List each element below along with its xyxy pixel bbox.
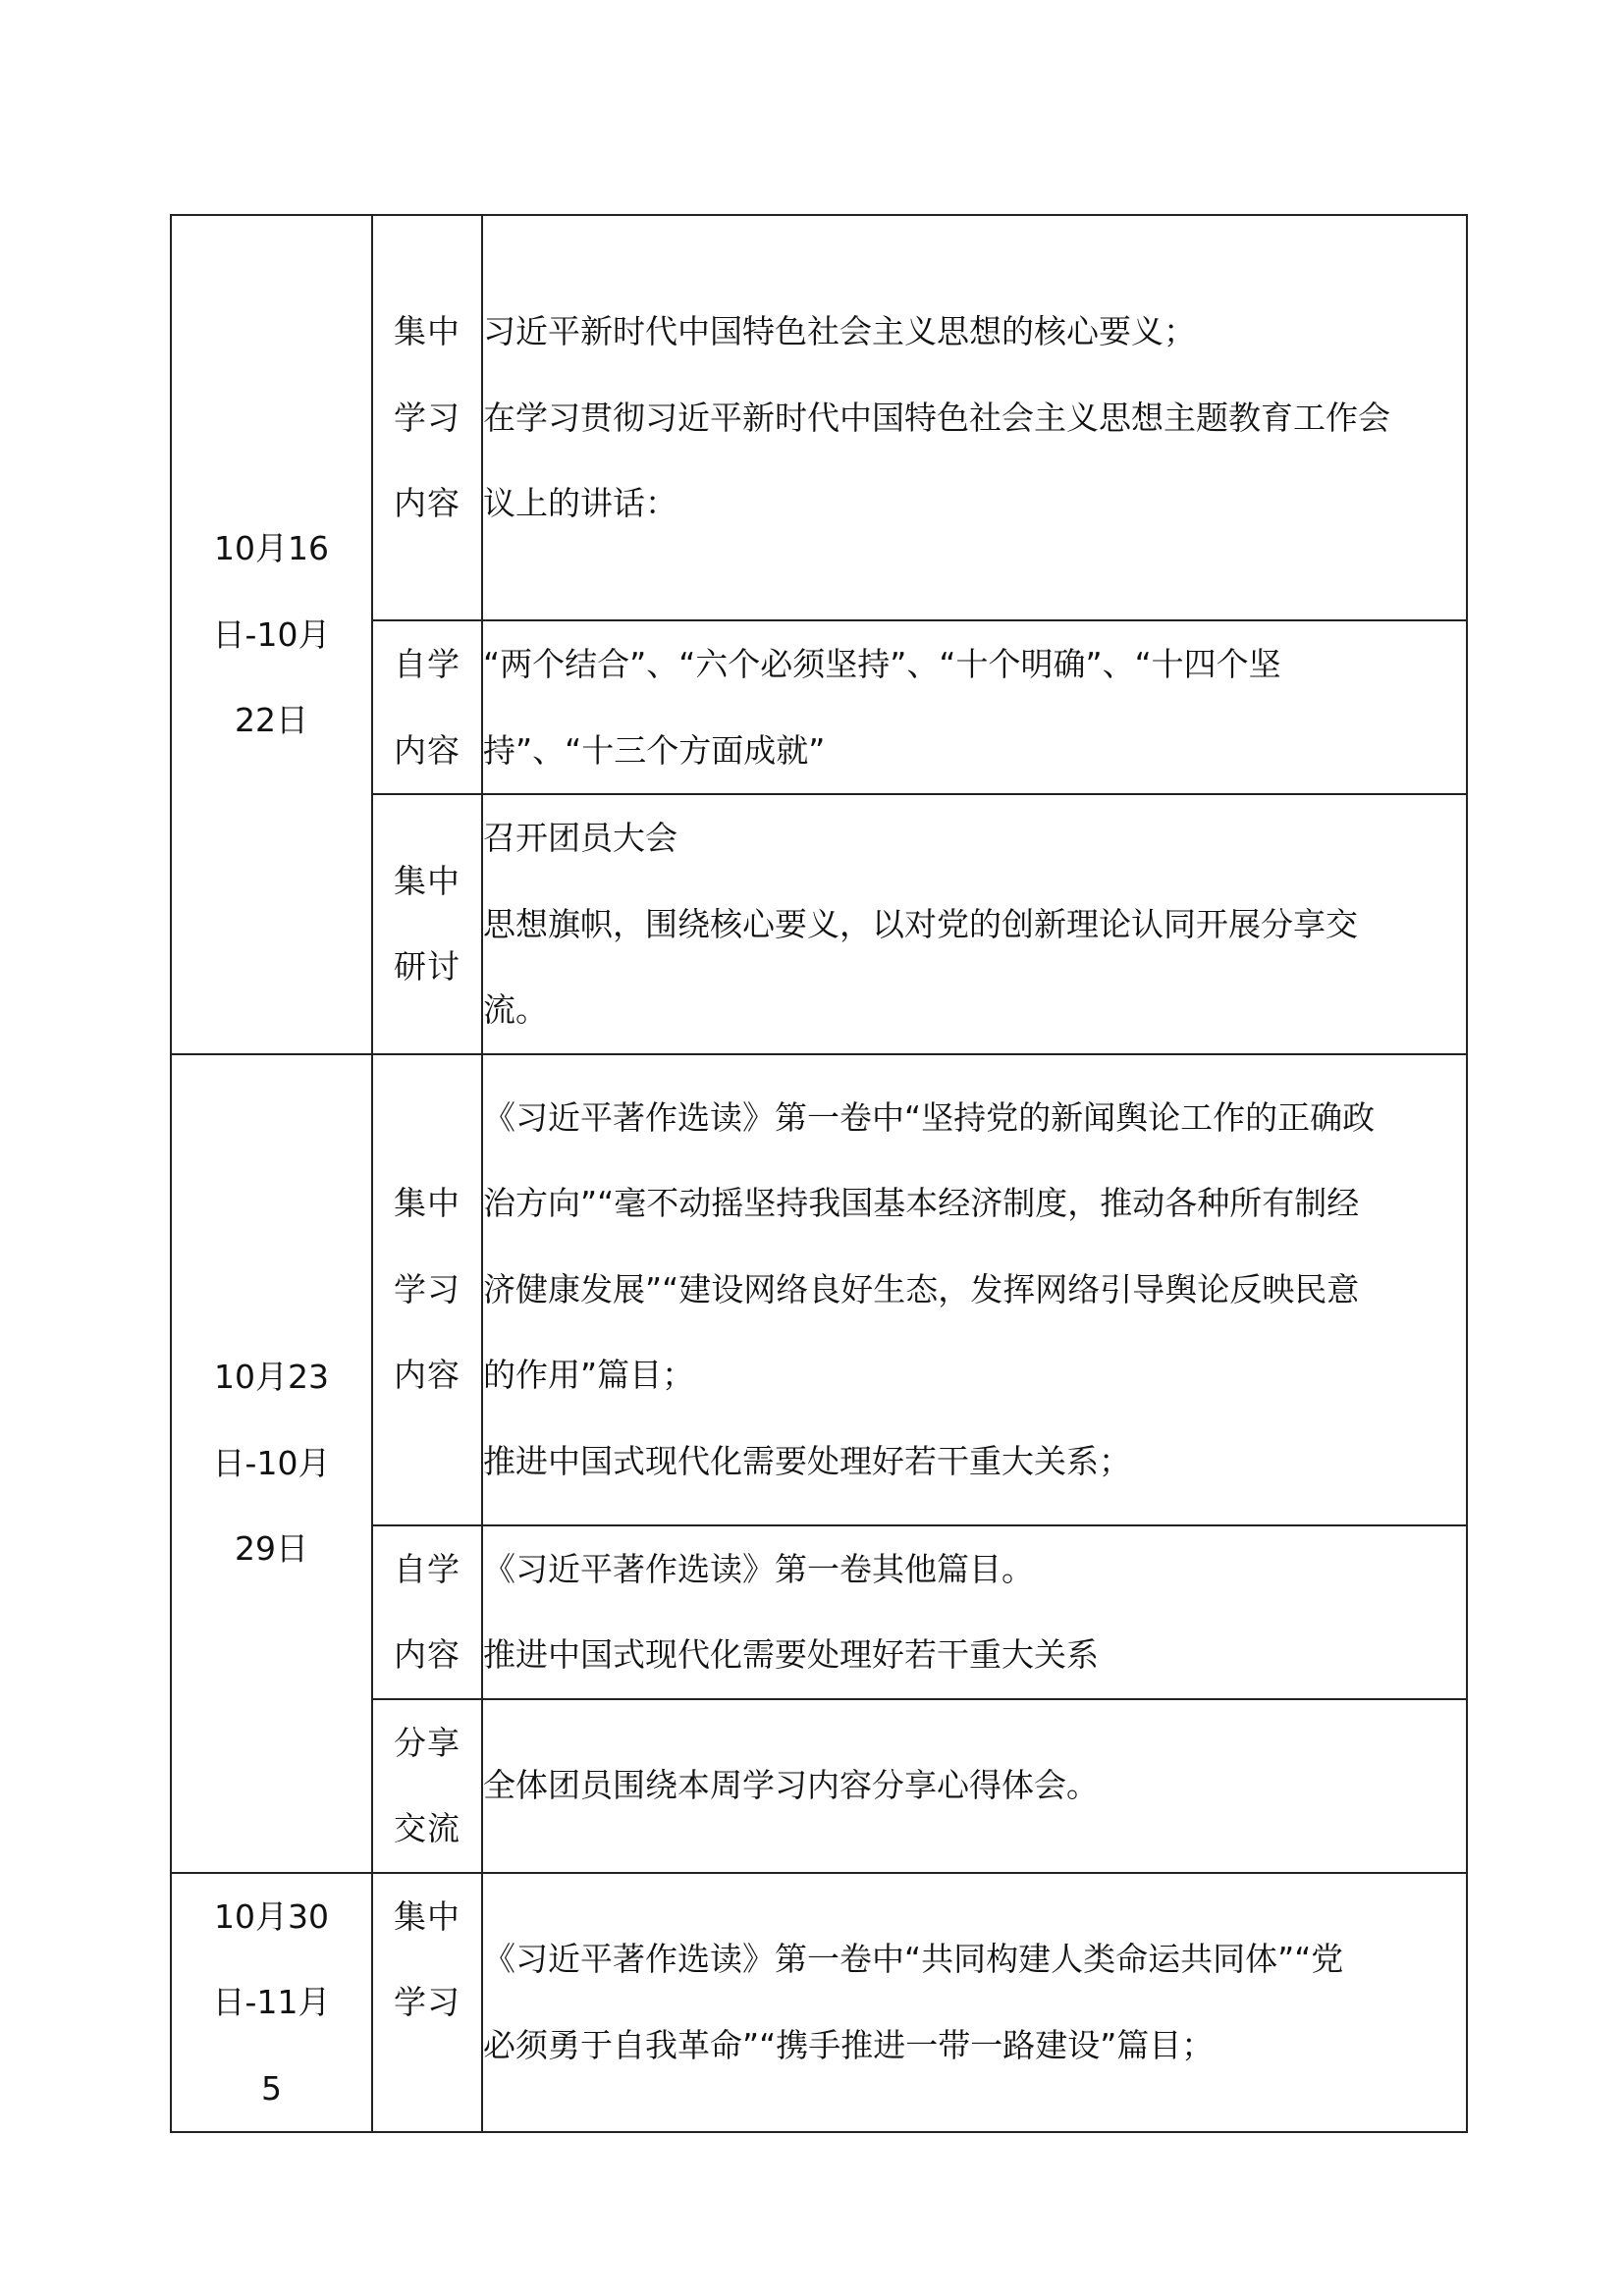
content-line: 议上的讲话： (483, 484, 677, 523)
content-line: 《习近平著作选读》第一卷其他篇目。 (483, 1549, 1034, 1588)
category-cell (372, 794, 482, 1054)
category-label: 集中学习内容 (394, 312, 460, 523)
content-line: 在学习贯彻习近平新时代中国特色社会主义思想主题教育工作会 (483, 398, 1390, 437)
category-cell (372, 1699, 482, 1873)
content-cell (482, 215, 1467, 620)
content-line: 《习近平著作选读》第一卷中“共同构建人类命运共同体”“党 (483, 1940, 1344, 1979)
category-label: 自学内容 (394, 1549, 460, 1674)
content-cell (482, 1525, 1467, 1699)
content-line: 济健康发展”“建设网络良好生态，发挥网络引导舆论反映民意 (483, 1269, 1360, 1308)
category-label: 自学内容 (394, 645, 460, 770)
content-cell (482, 794, 1467, 1054)
content-line: 治方向”“毫不动摇坚持我国基本经济制度，推动各种所有制经 (483, 1184, 1360, 1223)
content-line: 推进中国式现代化需要处理好若干重大关系 (483, 1635, 1099, 1674)
content-line: 召开团员大会 (483, 819, 677, 857)
week-date: 10月30日-11月5 (212, 1896, 331, 2108)
category-label: 集中学习 (394, 1896, 460, 2021)
category-label: 集中学习内容 (394, 1184, 460, 1395)
content-line: 习近平新时代中国特色社会主义思想的核心要义； (483, 312, 1196, 351)
content-line: “两个结合”、“六个必须坚持”、“十个明确”、“十四个坚 (483, 645, 1281, 683)
week-date-cell (171, 1873, 372, 2133)
week-date: 10月16日-10月22日 (212, 529, 331, 739)
table-row (171, 1054, 1467, 1525)
category-label: 集中研讨 (394, 861, 460, 987)
content-line: 持”、“十三个方面成就” (483, 730, 826, 770)
content-line: 的作用”篇目； (483, 1356, 695, 1395)
content-cell (482, 1873, 1467, 2133)
content-line: 推进中国式现代化需要处理好若干重大关系； (483, 1441, 1131, 1480)
category-cell (372, 215, 482, 620)
table-row (171, 1873, 1467, 2133)
category-cell (372, 1525, 482, 1699)
content-line: 流。 (483, 990, 548, 1029)
content-cell (482, 620, 1467, 794)
category-cell (372, 1054, 482, 1525)
week-date: 10月23日-10月29日 (212, 1358, 331, 1569)
table-row (171, 215, 1467, 620)
category-cell (372, 1873, 482, 2133)
study-schedule-table (170, 214, 1468, 2133)
content-line: 思想旗帜，围绕核心要义，以对党的创新理论认同开展分享交 (483, 904, 1358, 943)
week-date-cell (171, 215, 372, 1054)
category-label: 分享交流 (394, 1723, 460, 1847)
content-line: 必须勇于自我革命”“携手推进一带一路建设”篇目； (483, 2025, 1215, 2064)
content-cell (482, 1699, 1467, 1873)
week-date-cell (171, 1054, 372, 1873)
content-cell (482, 1054, 1467, 1525)
category-cell (372, 620, 482, 794)
content-line: 《习近平著作选读》第一卷中“坚持党的新闻舆论工作的正确政 (483, 1097, 1376, 1137)
content-line: 全体团员围绕本周学习内容分享心得体会。 (483, 1766, 1099, 1805)
